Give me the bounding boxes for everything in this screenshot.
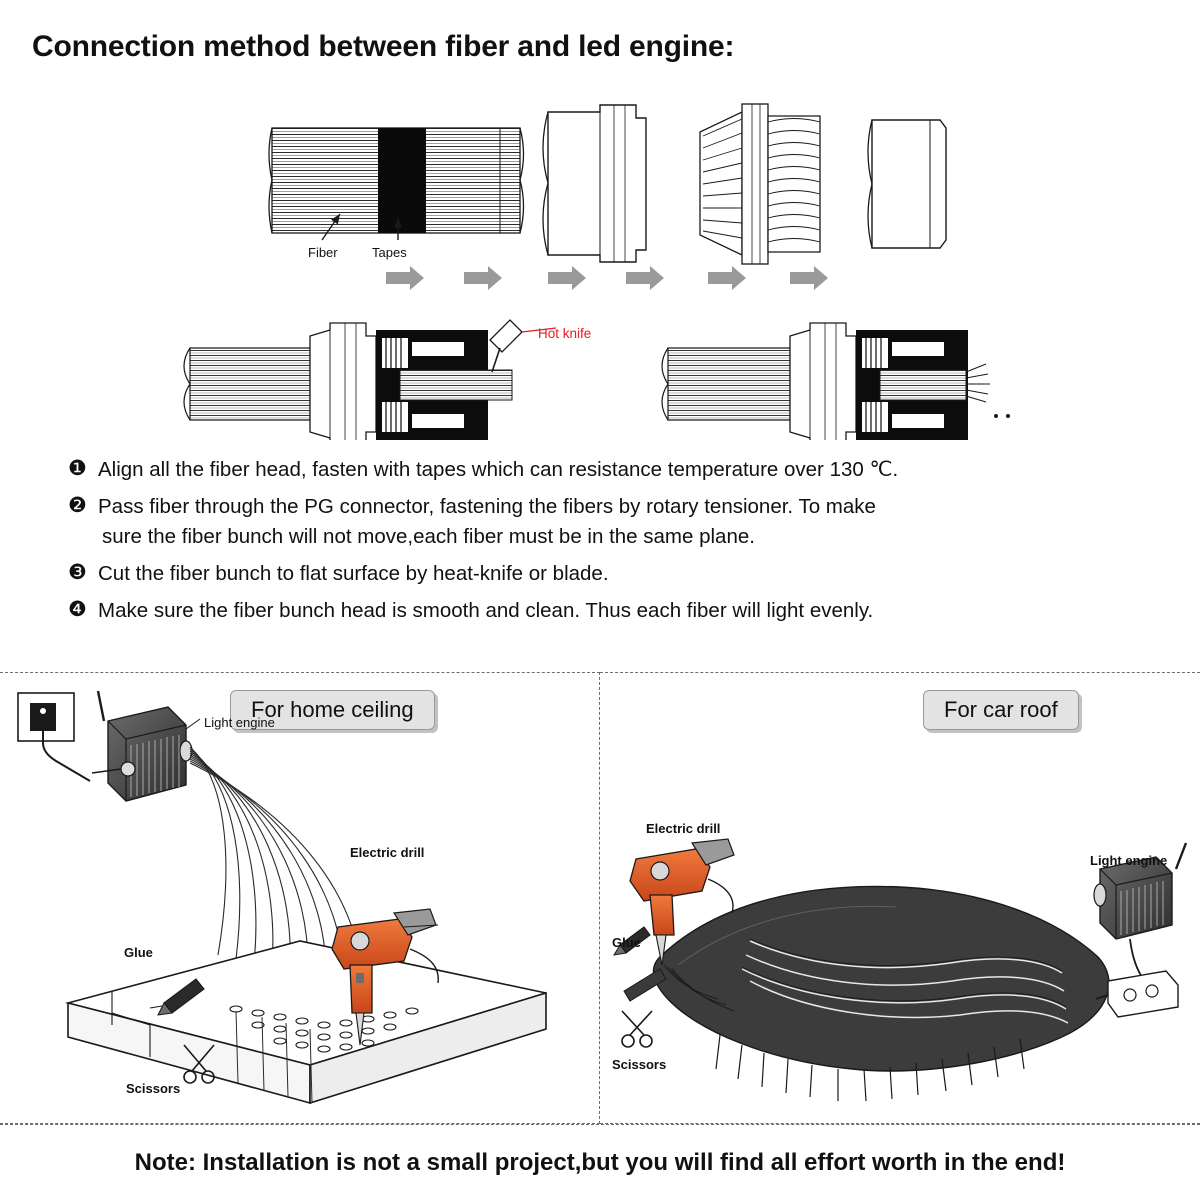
assembled-connector-left [184,320,556,440]
label-scissors-right: Scissors [612,1057,667,1072]
list-item [68,455,1168,485]
label-light-engine-right: Light engine [1090,853,1168,868]
label-fiber: Fiber [308,245,338,260]
pg-connector-nut [543,105,646,262]
step-text [98,596,1168,626]
assembled-connector-right [662,323,1010,440]
label-electric-drill-left: Electric drill [350,845,425,860]
car-roof-illustration [600,673,1200,1125]
note-bar [0,1124,1200,1201]
scissors-icon-right [622,1011,652,1047]
home-ceiling-illustration [0,673,600,1125]
application-panels [0,672,1200,1124]
light-engine-left [92,691,192,801]
step-text-line: Make sure the fiber bunch head is smooth and clean. Thus each fiber will light evenly. [98,599,874,622]
step-text-line: Cut the fiber bunch to flat surface by heat-knife or blade. [98,562,609,585]
list-item [68,596,1168,626]
label-electric-drill-right: Electric drill [646,821,721,836]
instruction-list [68,455,1168,633]
rotary-tensioner [700,104,820,264]
badge-car-roof: For car roof [923,690,1079,730]
label-scissors-left: Scissors [126,1081,181,1096]
ceiling-panel [68,941,546,1103]
step-number: ❷ [68,494,87,517]
label-light-engine-left: Light engine [204,715,275,730]
list-item [68,492,1168,552]
step-number: ❸ [68,561,87,584]
note-text: Note: Installation is not a small project,but you will find all effort worth in the end! [134,1149,1066,1176]
step-text [98,559,1168,589]
step-text [98,492,1168,552]
panel-home-ceiling [0,672,600,1124]
panel-car-roof [600,672,1200,1124]
label-tapes: Tapes [372,245,407,260]
end-cap [868,120,946,248]
step-text [98,455,1168,485]
wall-socket-icon [18,693,90,781]
badge-home-ceiling: For home ceiling [230,690,435,730]
page-title: Connection method between fiber and led engine: [32,30,735,63]
label-glue-left: Glue [124,945,153,960]
top-diagram [0,80,1200,440]
car-roof-fabric [653,886,1109,1101]
label-hot-knife: Hot knife [538,326,592,341]
process-arrows [386,266,828,290]
label-glue-right: Glue [612,935,641,950]
step-number: ❹ [68,598,87,621]
step-number: ❶ [68,457,87,480]
step-text-continuation: sure the fiber bunch will not move,each fiber must be in the same plane. [102,525,755,548]
step-text-line: Align all the fiber head, fasten with tapes which can resistance temperature over 130 ℃. [98,458,899,481]
assembly-illustration [0,80,1200,440]
list-item [68,559,1168,589]
step-text-line: Pass fiber through the PG connector, fastening the fibers by rotary tensioner. To make [98,495,876,518]
